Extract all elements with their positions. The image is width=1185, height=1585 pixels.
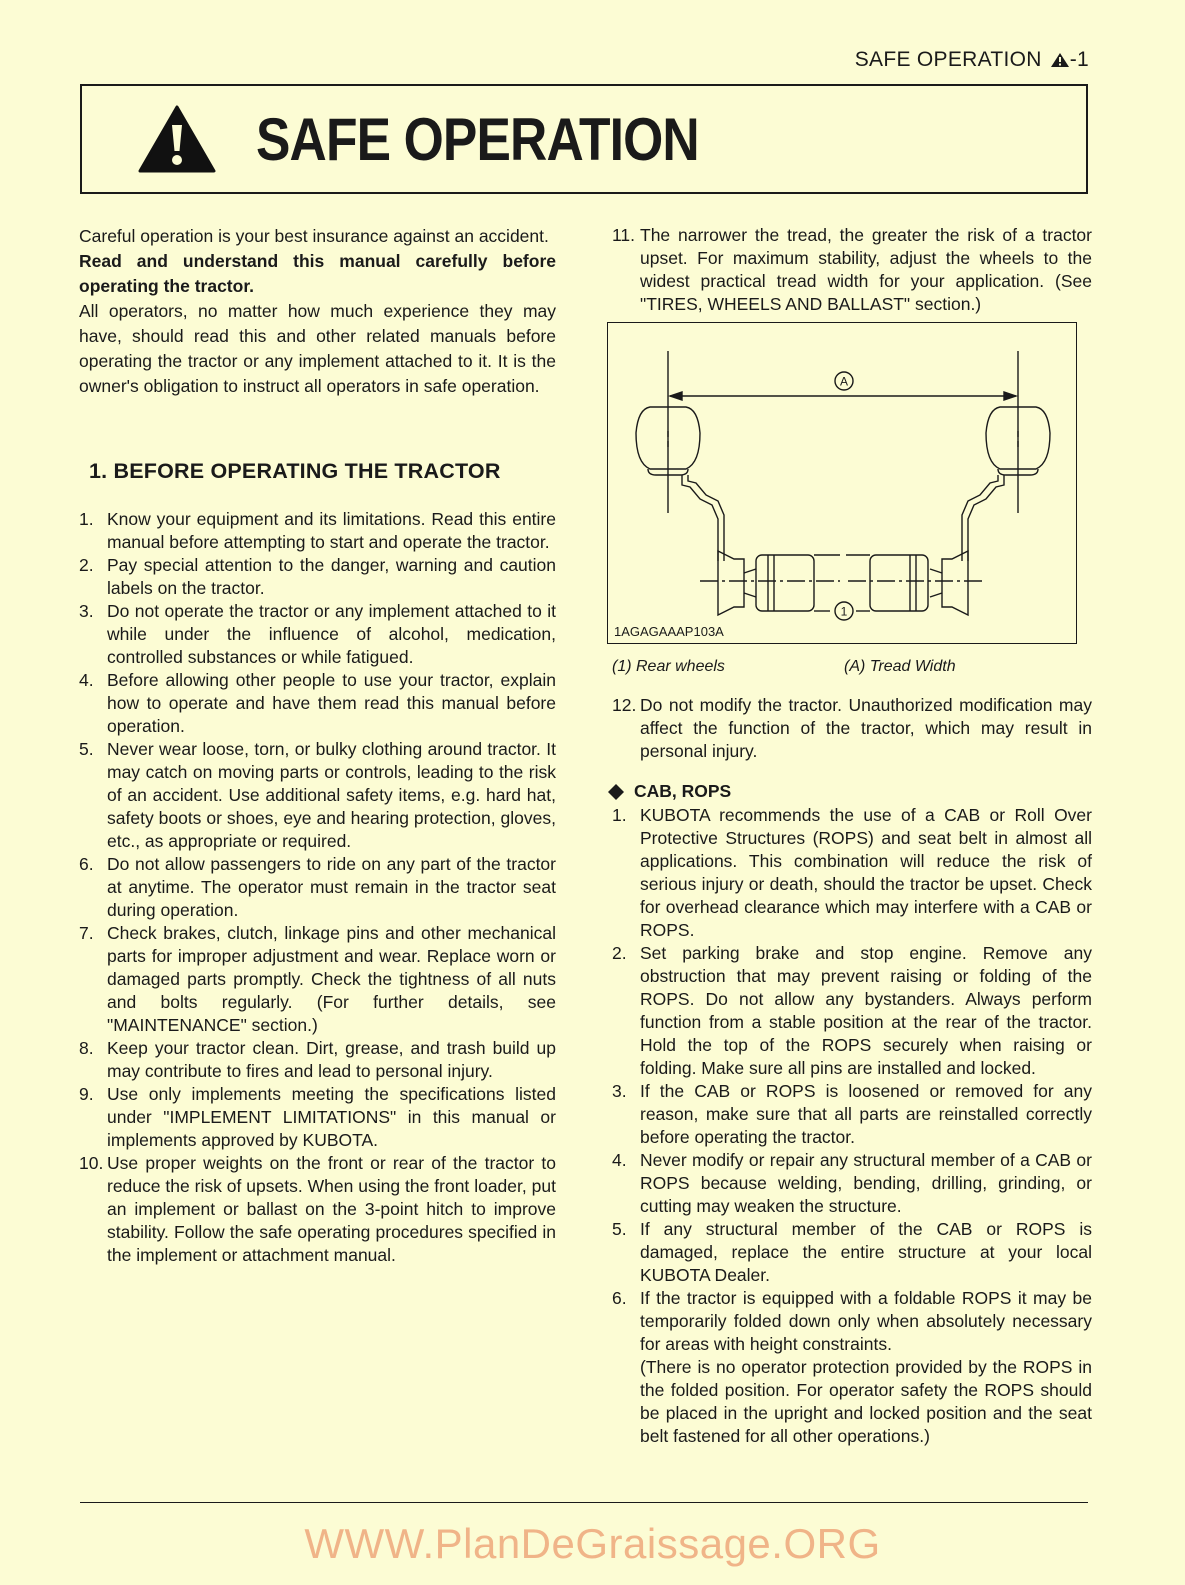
footer-rule [80, 1502, 1088, 1503]
section1-list-end [612, 694, 1092, 763]
list-item [79, 508, 556, 554]
tread-width-figure [607, 322, 1077, 644]
list-item [79, 669, 556, 738]
left-column [79, 224, 556, 1267]
item-text: Check brakes, clutch, linkage pins and other mechanical parts for improper adjustment and wear. Replace worn or damaged parts promptly. Check the tightness of all nuts and bolts regularly. (For further details, see "MAINTENANCE" section.) [107, 923, 556, 1035]
item-text: Set parking brake and stop engine. Remove any obstruction that may prevent raising or folding of the ROPS. Do not allow any bystanders. Always perform function from a stable position at the rear of the tractor. Hold the top of the ROPS securely when raising or folding. Make sure all pins are installed and locked. [640, 943, 1092, 1078]
item-text: Use proper weights on the front or rear of the tractor to reduce the risk of upsets. When using the front loader, put an implement or ballast on the 3-point hitch to improve stability. Follow the safe operating procedures specified in the implement or attachment manual. [107, 1153, 556, 1265]
page-title: SAFE OPERATION [256, 105, 699, 173]
caption-tread-width: (A) Tread Width [844, 658, 956, 675]
item-text: If the tractor is equipped with a foldable ROPS it may be temporarily folded down only when absolutely necessary for areas with height constraints. [640, 1288, 1092, 1354]
warning-triangle-icon [1050, 52, 1070, 68]
list-item [79, 853, 556, 922]
item-number: 3. [612, 1081, 627, 1101]
item-text-group [640, 1287, 1092, 1448]
item-text: Do not operate the tractor or any implement attached to it while under the influence of alcohol, medication, controlled substances or while fatigued. [107, 601, 556, 667]
list-item [612, 1287, 1092, 1448]
page-number-text: -1 [1069, 48, 1089, 71]
list-item [79, 922, 556, 1037]
section1-list [79, 508, 556, 1267]
item-text: Use only implements meeting the specifications listed under "IMPLEMENT LIMITATIONS" in this manual or implements approved by KUBOTA. [107, 1084, 556, 1150]
item-text: Know your equipment and its limitations. Read this entire manual before attempting to start and operate the tractor. [107, 509, 556, 552]
item-number: 6. [79, 854, 94, 874]
item-text: Never modify or repair any structural member of a CAB or ROPS because welding, bending, drilling, grinding, or cutting may weaken the structure. [640, 1150, 1092, 1216]
item-number: 10. [79, 1153, 104, 1173]
caption-rear-wheels: (1) Rear wheels [612, 658, 725, 675]
list-item [612, 804, 1092, 942]
item-text: If the CAB or ROPS is loosened or removed for any reason, make sure that all parts are reinstalled correctly before operating the tractor. [640, 1081, 1092, 1147]
list-item [79, 1083, 556, 1152]
list-item [612, 224, 1092, 316]
item-number: 12. [612, 695, 637, 715]
item-number: 2. [612, 943, 627, 963]
item-text: Keep your tractor clean. Dirt, grease, and trash build up may contribute to fires and lead to personal injury. [107, 1038, 556, 1081]
item-number: 6. [612, 1288, 627, 1308]
section1-list-continued [612, 224, 1092, 316]
item-number: 4. [612, 1150, 627, 1170]
footer-watermark: WWW.PlanDeGraissage.ORG [304, 1520, 881, 1567]
figure-caption [612, 658, 1092, 676]
item-number: 11. [612, 225, 636, 245]
section-heading: 1. BEFORE OPERATING THE TRACTOR [89, 459, 501, 483]
intro-paragraph-2: Read and understand this manual carefully before operating the tractor. [79, 251, 556, 296]
list-item [612, 942, 1092, 1080]
item-number: 3. [79, 601, 94, 621]
item-number: 1. [79, 509, 94, 529]
figure-code: 1AGAGAAAP103A [614, 624, 724, 639]
intro-paragraph-1: Careful operation is your best insurance against an accident. [79, 226, 549, 246]
item-text: KUBOTA recommends the use of a CAB or Roll Over Protective Structures (ROPS) and seat belt in almost all applications. This combination will reduce the risk of serious injury or death, should the tractor be upset. Check for overhead clearance which may interfere with a CAB or ROPS. [640, 805, 1092, 940]
cab-rops-heading-text: CAB, ROPS [634, 781, 732, 801]
item-text: Before allowing other people to use your tractor, explain how to operate and have them read this manual before operation. [107, 670, 556, 736]
label-1: 1 [840, 604, 848, 619]
intro-paragraph-3: All operators, no matter how much experience they may have, should read this and other related manuals before operating the tractor or any implement attached to it. It is the owner's obligation to instruct all operators in safe operation. [79, 301, 556, 396]
list-item [79, 1037, 556, 1083]
label-a: A [839, 374, 849, 389]
item-number: 5. [79, 739, 94, 759]
diamond-bullet-icon [608, 784, 624, 800]
item-text: Never wear loose, torn, or bulky clothing around tractor. It may catch on moving parts or controls, leading to the risk of an accident. Use additional safety items, e.g. hard hat, safety boots or shoes, eye and hearing protection, gloves, etc., as appropriate or required. [107, 739, 556, 851]
item-number: 7. [79, 923, 94, 943]
title-warning [138, 105, 216, 173]
item-number: 9. [79, 1084, 94, 1104]
list-item [612, 1149, 1092, 1218]
item-number: 4. [79, 670, 94, 690]
running-title: SAFE OPERATION [854, 48, 1042, 71]
right-column [612, 224, 1092, 1448]
item-number: 8. [79, 1038, 94, 1058]
item-text: Do not modify the tractor. Unauthorized modification may affect the function of the tractor, which may result in personal injury. [640, 695, 1092, 761]
item-number: 2. [79, 555, 94, 575]
list-item [79, 1152, 556, 1267]
list-item [79, 738, 556, 853]
warning-triangle-icon [138, 105, 216, 173]
rear-wheels-diagram [608, 323, 1075, 641]
item-text: The narrower the tread, the greater the risk of a tractor upset. For maximum stability, adjust the wheels to the widest practical tread width for your application. (See "TIRES, WHEELS AND BALLAST" section.) [640, 225, 1092, 314]
page-header [855, 48, 1089, 72]
list-item [612, 1218, 1092, 1287]
cab-rops-heading [608, 781, 1092, 802]
list-item [79, 600, 556, 669]
item-number: 1. [612, 805, 627, 825]
item-text: If any structural member of the CAB or ROPS is damaged, replace the entire structure at your local KUBOTA Dealer. [640, 1219, 1092, 1285]
list-item [612, 694, 1092, 763]
item-text: Do not allow passengers to ride on any part of the tractor at anytime. The operator must remain in the tractor seat during operation. [107, 854, 556, 920]
page-number [1050, 48, 1089, 72]
cab-rops-list [612, 804, 1092, 1448]
list-item [79, 554, 556, 600]
item-note: (There is no operator protection provided by the ROPS in the folded position. For operator safety the ROPS should be placed in the upright and locked position and the seat belt fastened for all other operations.) [640, 1357, 1092, 1446]
item-text: Pay special attention to the danger, warning and caution labels on the tractor. [107, 555, 556, 598]
title-box [80, 84, 1088, 194]
list-item [612, 1080, 1092, 1149]
item-number: 5. [612, 1219, 627, 1239]
